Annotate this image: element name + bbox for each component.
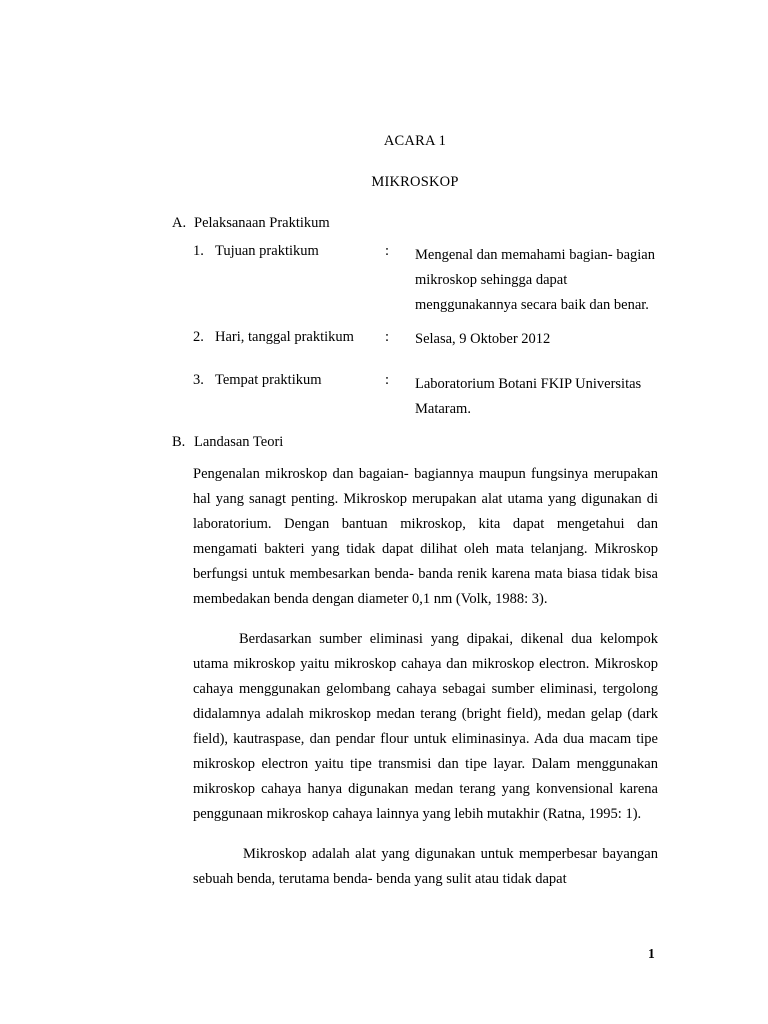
section-a-letter: A. bbox=[172, 215, 187, 231]
list-item bbox=[172, 243, 658, 318]
item-colon: : bbox=[385, 371, 390, 388]
section-a-heading bbox=[172, 215, 658, 232]
section-b-heading bbox=[172, 434, 658, 451]
page-number: 1 bbox=[648, 946, 655, 961]
document-content bbox=[172, 130, 658, 906]
item-colon: : bbox=[385, 243, 390, 259]
section-b-letter: B. bbox=[172, 433, 186, 450]
section-a-title: Pelaksanaan Praktikum bbox=[194, 215, 330, 231]
section-a bbox=[172, 215, 658, 422]
item-colon: : bbox=[385, 329, 390, 346]
item-number: 3. bbox=[193, 371, 204, 388]
item-value: Laboratorium Botani FKIP Universitas Mataram. bbox=[415, 375, 642, 417]
item-number: 1. bbox=[193, 243, 204, 259]
section-b bbox=[172, 434, 658, 892]
list-item bbox=[172, 372, 658, 422]
item-value: Mengenal dan memahami bagian- bagian mikroskop sehingga dapat menggunakannya secara baik dan benar. bbox=[415, 247, 655, 314]
item-value: Selasa, 9 Oktober 2012 bbox=[415, 331, 551, 348]
item-label: Tempat praktikum bbox=[215, 371, 322, 388]
section-b-title: Landasan Teori bbox=[194, 433, 284, 450]
paragraph bbox=[172, 842, 658, 892]
paragraph: Pengenalan mikroskop dan bagaian- bagiannya maupun fungsinya merupakan hal yang sanagt penting. Mikroskop merupakan alat utama yang digunakan di laboratorium. Dengan bantuan mikroskop, kita dapat mengetahui dan mengamati bakteri yang tidak dapat dilihat oleh mata telanjang. Mikroskop berfungsi untuk membesarkan benda- banda renik karena mata biasa tidak bisa membedakan benda dengan diameter 0,1 nm (Volk, 1988: 3). bbox=[193, 465, 658, 608]
paragraph-text: Berdasarkan sumber eliminasi yang dipakai, dikenal dua kelompok utama mikroskop yaitu mikroskop cahaya dan mikroskop electron. Mikroskop cahaya menggunakan gelombang cahaya sebagai sumber eliminasi, tergolong didalamnya adalah mikroskop medan terang (bright field), medan gelap (dark field), kautraspase, dan pendar flour untuk eliminasinya. Ada dua macam tipe mikroskop electron yaitu tipe transmisi dan tipe layar. Dalam menggunakan mikroskop cahaya hanya digunakan medan terang yang konvensional karena penggunaan mikroskop cahaya lainnya yang lebih mutakhir (Ratna, 1995: 1). bbox=[193, 630, 658, 823]
paragraph bbox=[172, 627, 658, 828]
list-item bbox=[172, 329, 658, 349]
item-label: Hari, tanggal praktikum bbox=[215, 329, 354, 346]
paragraph-text: Mikroskop adalah alat yang digunakan untuk memperbesar bayangan sebuah benda, terutama benda- benda yang sulit atau tidak dapat bbox=[193, 845, 658, 887]
item-number: 2. bbox=[193, 329, 204, 346]
heading-topic: MIKROSKOP bbox=[371, 173, 459, 190]
heading-acara: ACARA 1 bbox=[383, 133, 447, 149]
item-label: Tujuan praktikum bbox=[215, 243, 319, 259]
